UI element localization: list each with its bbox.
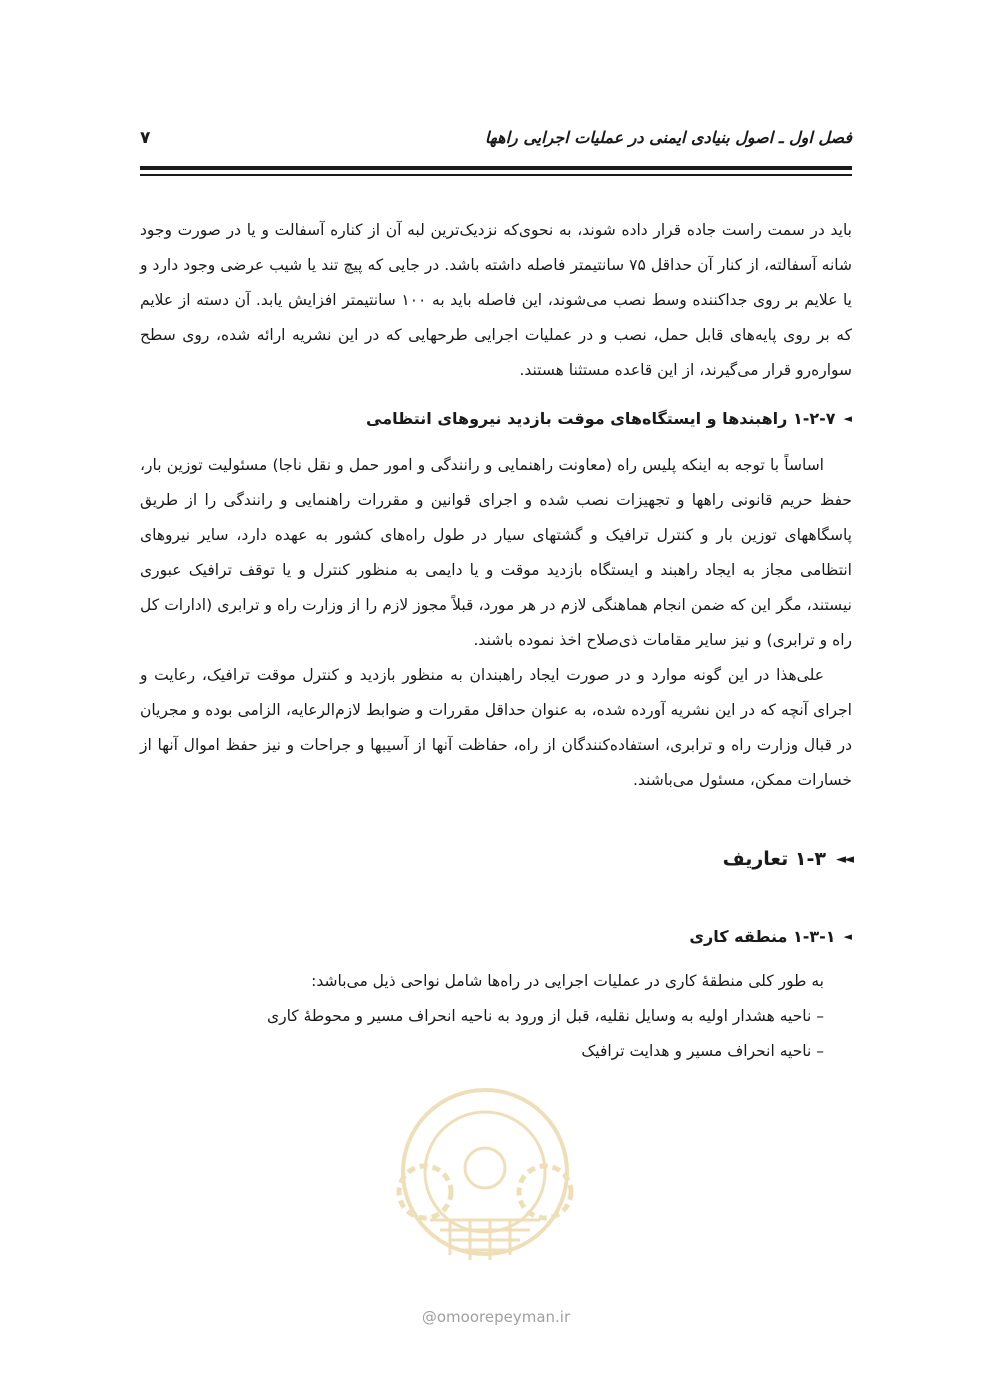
triangle-bullet-icon: ◄ — [843, 930, 852, 943]
watermark-site-caption: @omoorepeyman.ir — [421, 1308, 571, 1326]
header-rule-thin — [140, 174, 852, 176]
page-number: ۷ — [140, 128, 151, 148]
section-heading-1-2-7 — [140, 401, 852, 436]
paragraph-police-checkpoints: اساساً با توجه به اینکه پلیس راه (معاونت راهنمایی و رانندگی و امور حمل و نقل ناجا) مسئولیت توزین بار، حفظ حریم قانونی راهها و تجهیزات نصب شده و اجرای قوانین و مقررات راهنمایی و رانندگی را از طریق پاسگاههای توزین بار و کنترل ترافیک و گشتهای سیار در طول راه‌های کشور به عهده دارد، سایر نیروهای انتظامی مجاز به ایجاد راهبند و ایستگاه بازدید موقت و یا دایمی به منظور کنترل و یا توقف ترافیک عبوری نیستند، مگر این که ضمن انجام هماهنگی لازم در هر مورد، قبلاً مجوز لازم را از وزارت راه و ترابری (ادارات کل راه و ترابری) و نیز سایر مقامات ذی‌صلاح اخذ نموده باشند. — [140, 456, 852, 649]
paragraph-sign-placement: باید در سمت راست جاده قرار داده شوند، به نحوی‌که نزدیک‌ترین لبه آن از کناره آسفالت و یا در صورت وجود شانه آسفالته، از کنار آن حداقل ۷۵ سانتیمتر فاصله داشته باشد. در جایی که پیچ تند یا شیب عرضی وجود دارد و یا علایم بر روی جداکننده وسط نصب می‌شوند، این فاصله باید به ۱۰۰ سانتیمتر افزایش یابد. آن دسته از علایم که بر روی پایه‌های قابل حمل، نصب و در عملیات اجرایی طرحهایی که در این نشریه ارائه شده، روی سطح سواره‌رو قرار می‌گیرند، از این قاعده مستثنا هستند. — [140, 221, 853, 379]
triangle-bullet-icon: ◄ — [843, 412, 852, 425]
paragraph-responsibilities: علی‌هذا در این گونه موارد و در صورت ایجاد راهبندان به منظور بازدید و کنترل موقت ترافیک، رعایت و اجرای آنچه که در این نشریه آورده شده، به عنوان حداقل مقررات و ضوابط لازم‌الرعایه، الزامی بوده و مجریان در قبال وزارت راه و ترابری، استفاده‌کنندگان از راه، حفاظت آنها از آسیبها و جراحات و نیز حفظ اموال آنها از خسارات ممکن، مسئول می‌باشند. — [140, 666, 852, 789]
list-item: – ناحیه انحراف مسیر و هدایت ترافیک — [581, 1042, 824, 1060]
work-zone-intro: به طور کلی منطقهٔ کاری در عملیات اجرایی در راه‌ها شامل نواحی ذیل می‌باشد: — [311, 972, 824, 990]
work-zone-list — [140, 999, 852, 1069]
chapter-title: فصل اول ـ اصول بنیادی ایمنی در عملیات اجرایی راهها — [484, 128, 852, 147]
section-heading-1-3-1 — [140, 919, 852, 954]
header-rule-thick — [140, 166, 852, 170]
body-text — [140, 213, 852, 1069]
section-heading-text: ۱-۳ تعاریف — [722, 848, 826, 870]
section-heading-1-3 — [140, 842, 852, 877]
running-header — [140, 128, 852, 158]
section-heading-text: ۱-۲-۷ راهبندها و ایستگاه‌های موقت بازدید نیروهای انتظامی — [366, 409, 836, 428]
list-item: – ناحیه هشدار اولیه به وسایل نقلیه، قبل از ورود به ناحیه انحراف مسیر و محوطهٔ کاری — [266, 1007, 824, 1025]
double-triangle-bullet-icon: ◄◄ — [836, 852, 852, 867]
watermark-seal-icon — [380, 1080, 590, 1280]
section-heading-text: ۱-۳-۱ منطقه کاری — [689, 927, 836, 946]
